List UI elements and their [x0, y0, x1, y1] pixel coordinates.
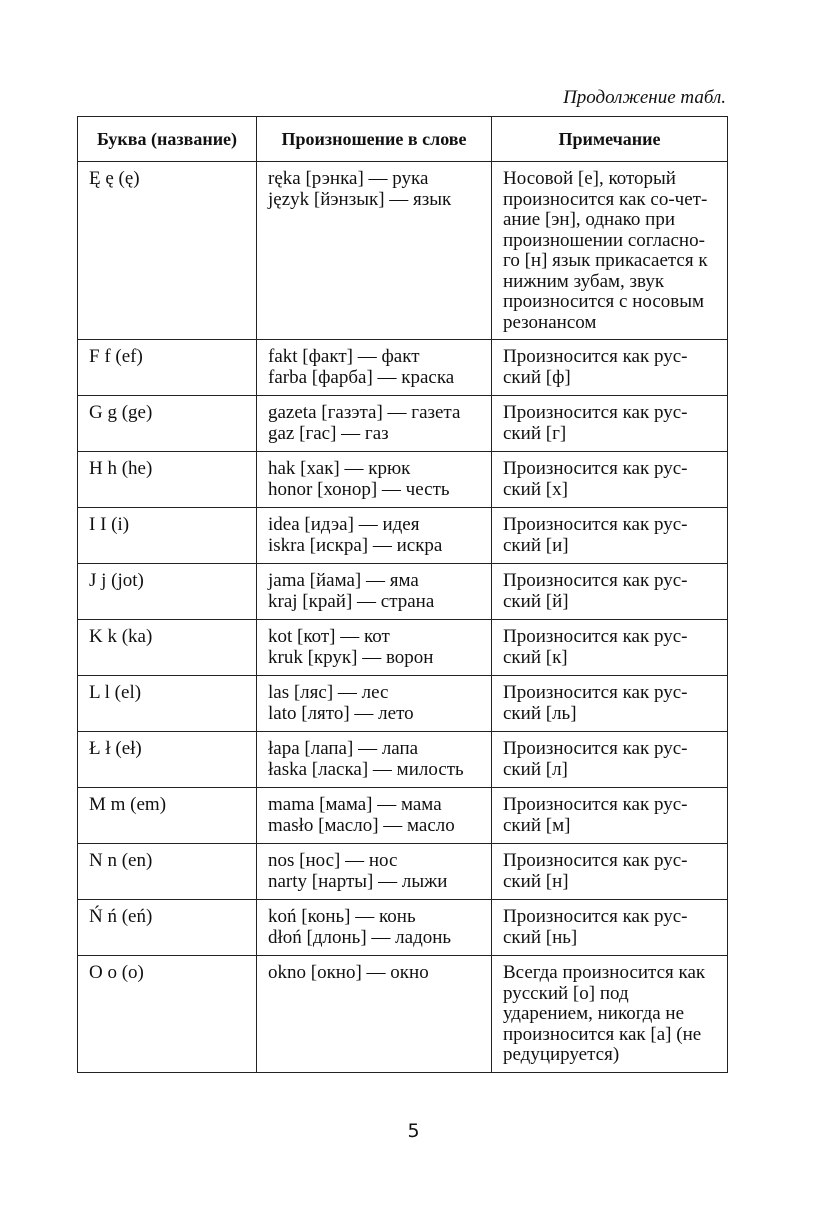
example-line: okno [окно] — окно — [268, 962, 429, 983]
example-cell — [257, 732, 492, 788]
letter-cell: H h (he) — [78, 452, 257, 508]
header-note: Примечание — [492, 117, 728, 162]
table-row — [78, 788, 728, 844]
example-cell — [257, 340, 492, 396]
table-row — [78, 844, 728, 900]
table-row — [78, 732, 728, 788]
example-line: narty [нарты] — лыжи — [268, 870, 448, 892]
note-cell: Произносится как рус-ский [й] — [492, 564, 728, 620]
example-line: iskra [искра] — искра — [268, 534, 443, 556]
note-cell: Произносится как рус-ский [х] — [492, 452, 728, 508]
table-row — [78, 340, 728, 396]
table-header-row — [78, 117, 728, 162]
example-cell — [257, 900, 492, 956]
letter-cell: K k (ka) — [78, 620, 257, 676]
note-cell: Произносится как рус-ский [ф] — [492, 340, 728, 396]
example-line: mama [мама] — мама — [268, 794, 442, 815]
table-row — [78, 620, 728, 676]
letter-cell: Ł ł (eł) — [78, 732, 257, 788]
example-line: łapa [лапа] — лапа — [268, 738, 419, 759]
table-row — [78, 676, 728, 732]
example-cell — [257, 508, 492, 564]
example-line: łaska [ласка] — милость — [268, 758, 464, 780]
pronunciation-table — [77, 116, 728, 1073]
example-line: lato [лято] — лето — [268, 702, 414, 724]
letter-cell: M m (em) — [78, 788, 257, 844]
example-line: język [йэнзык] — язык — [268, 188, 452, 210]
example-line: ręka [рэнка] — рука — [268, 168, 429, 189]
example-cell — [257, 162, 492, 340]
letter-cell: N n (en) — [78, 844, 257, 900]
note-cell: Произносится как рус-ский [к] — [492, 620, 728, 676]
letter-cell: J j (jot) — [78, 564, 257, 620]
example-line: las [ляс] — лес — [268, 682, 389, 703]
example-line: kraj [край] — страна — [268, 590, 435, 612]
example-cell — [257, 620, 492, 676]
letter-cell: Ń ń (eń) — [78, 900, 257, 956]
example-line: gazeta [газэта] — газета — [268, 402, 461, 423]
continuation-caption: Продолжение табл. — [563, 87, 726, 108]
example-line: fakt [факт] — факт — [268, 346, 420, 367]
note-cell: Всегда произносится как русский [о] под ударением, никогда не произносится как [а] (не редуцируется) — [492, 956, 728, 1073]
example-line: gaz [гас] — газ — [268, 422, 389, 444]
example-line: idea [идэа] — идея — [268, 514, 420, 535]
example-line: kot [кот] — кот — [268, 626, 390, 647]
example-cell — [257, 452, 492, 508]
letter-cell: O o (o) — [78, 956, 257, 1073]
example-line: jama [йама] — яма — [268, 570, 419, 591]
page-number: 5 — [407, 1120, 420, 1142]
note-cell: Произносится как рус-ский [нь] — [492, 900, 728, 956]
letter-cell: Ę ę (ę) — [78, 162, 257, 340]
example-line: nos [нос] — нос — [268, 850, 398, 871]
example-line: dłoń [длонь] — ладонь — [268, 926, 452, 948]
letter-cell: F f (ef) — [78, 340, 257, 396]
example-cell — [257, 956, 492, 1073]
example-cell — [257, 396, 492, 452]
example-line: farba [фарба] — краска — [268, 366, 455, 388]
example-line: honor [хонор] — честь — [268, 478, 450, 500]
table-row — [78, 564, 728, 620]
note-cell: Произносится как рус-ский [м] — [492, 788, 728, 844]
example-cell — [257, 844, 492, 900]
table-row — [78, 396, 728, 452]
example-line: koń [конь] — конь — [268, 906, 416, 927]
note-cell: Произносится как рус-ский [н] — [492, 844, 728, 900]
table-row — [78, 508, 728, 564]
header-pronunciation: Произношение в слове — [257, 117, 492, 162]
table-row — [78, 452, 728, 508]
table-row — [78, 900, 728, 956]
letter-cell: L l (el) — [78, 676, 257, 732]
example-cell — [257, 788, 492, 844]
letter-cell: G g (ge) — [78, 396, 257, 452]
note-cell: Произносится как рус-ский [и] — [492, 508, 728, 564]
note-cell: Произносится как рус-ский [л] — [492, 732, 728, 788]
example-line: masło [масло] — масло — [268, 814, 455, 836]
header-letter: Буква (название) — [78, 117, 257, 162]
table-row — [78, 956, 728, 1073]
table-row — [78, 162, 728, 340]
note-cell: Произносится как рус-ский [г] — [492, 396, 728, 452]
example-line: kruk [крук] — ворон — [268, 646, 434, 668]
note-cell: Носовой [е], который произносится как со-четание [эн], однако при произношении согласно-го [н] язык прикасается к нижним зубам, звук произносится с носовым резонансом — [492, 162, 728, 340]
letter-cell: I I (i) — [78, 508, 257, 564]
note-cell: Произносится как рус-ский [ль] — [492, 676, 728, 732]
example-line: hak [хак] — крюк — [268, 458, 411, 479]
example-cell — [257, 676, 492, 732]
example-cell — [257, 564, 492, 620]
